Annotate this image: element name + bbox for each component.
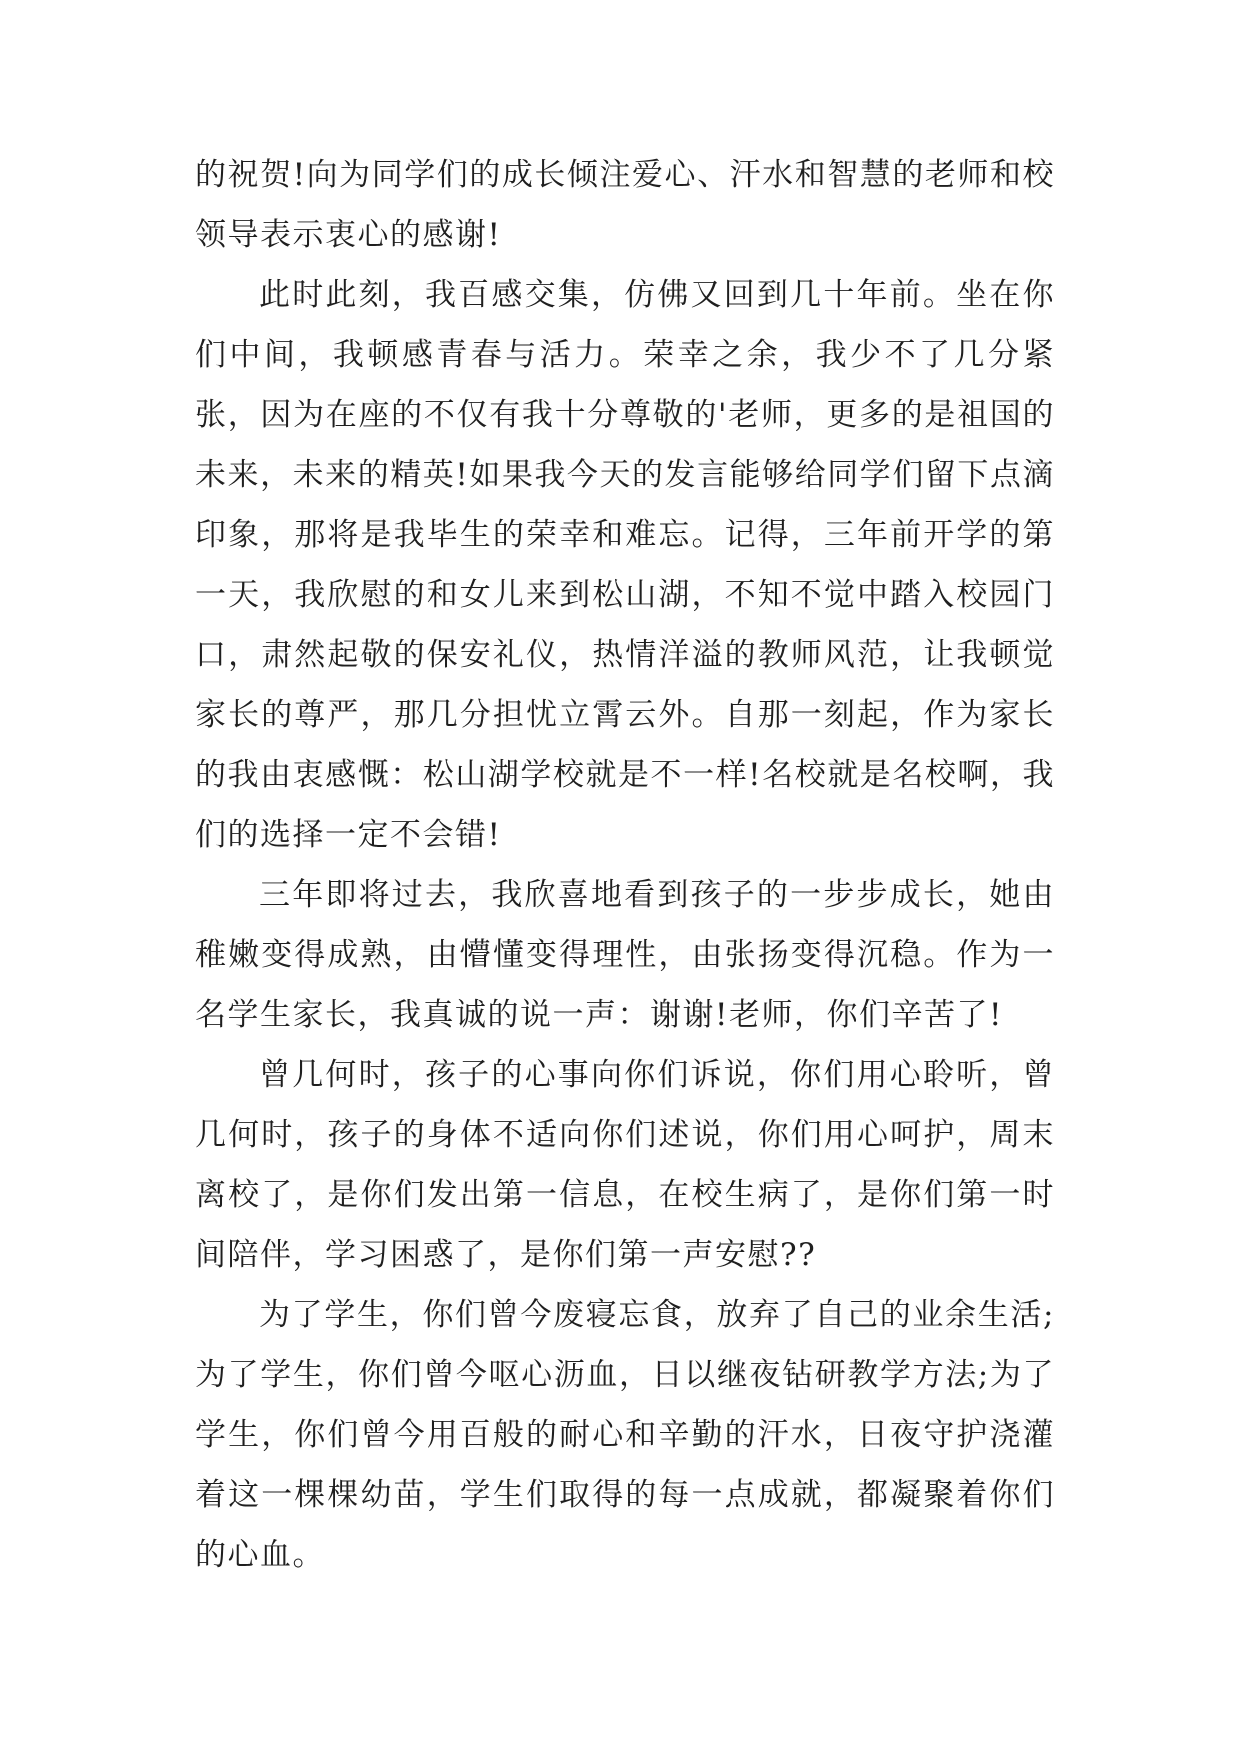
- paragraph-4: 曾几何时，孩子的心事向你们诉说，你们用心聆听，曾几何时，孩子的身体不适向你们述说，你们用心呵护，周末离校了，是你们发出第一信息，在校生病了，是你们第一时间陪伴，学习困惑了，是你们第一声安慰??: [195, 1057, 1055, 1273]
- paragraph-5: 为了学生，你们曾今废寝忘食，放弃了自己的业余生活;为了学生，你们曾今呕心沥血，日以继夜钻研教学方法;为了学生，你们曾今用百般的耐心和辛勤的汗水，日夜守护浇灌着这一棵棵幼苗，学生们取得的每一点成就，都凝聚着你们的心血。: [195, 1297, 1055, 1573]
- document-body: [195, 145, 1055, 1585]
- paragraph-1: 的祝贺!向为同学们的成长倾注爱心、汗水和智慧的老师和校领导表示衷心的感谢!: [195, 157, 1055, 253]
- paragraph-3: 三年即将过去，我欣喜地看到孩子的一步步成长，她由稚嫩变得成熟，由懵懂变得理性，由张扬变得沉稳。作为一名学生家长，我真诚的说一声：谢谢!老师，你们辛苦了!: [195, 877, 1055, 1033]
- paragraph-2: 此时此刻，我百感交集，仿佛又回到几十年前。坐在你们中间，我顿感青春与活力。荣幸之余，我少不了几分紧张，因为在座的不仅有我十分尊敬的'老师，更多的是祖国的未来，未来的精英!如果我今天的发言能够给同学们留下点滴印象，那将是我毕生的荣幸和难忘。记得，三年前开学的第一天，我欣慰的和女儿来到松山湖，不知不觉中踏入校园门口，肃然起敬的保安礼仪，热情洋溢的教师风范，让我顿觉家长的尊严，那几分担忧立霄云外。自那一刻起，作为家长的我由衷感慨：松山湖学校就是不一样!名校就是名校啊，我们的选择一定不会错!: [195, 277, 1055, 853]
